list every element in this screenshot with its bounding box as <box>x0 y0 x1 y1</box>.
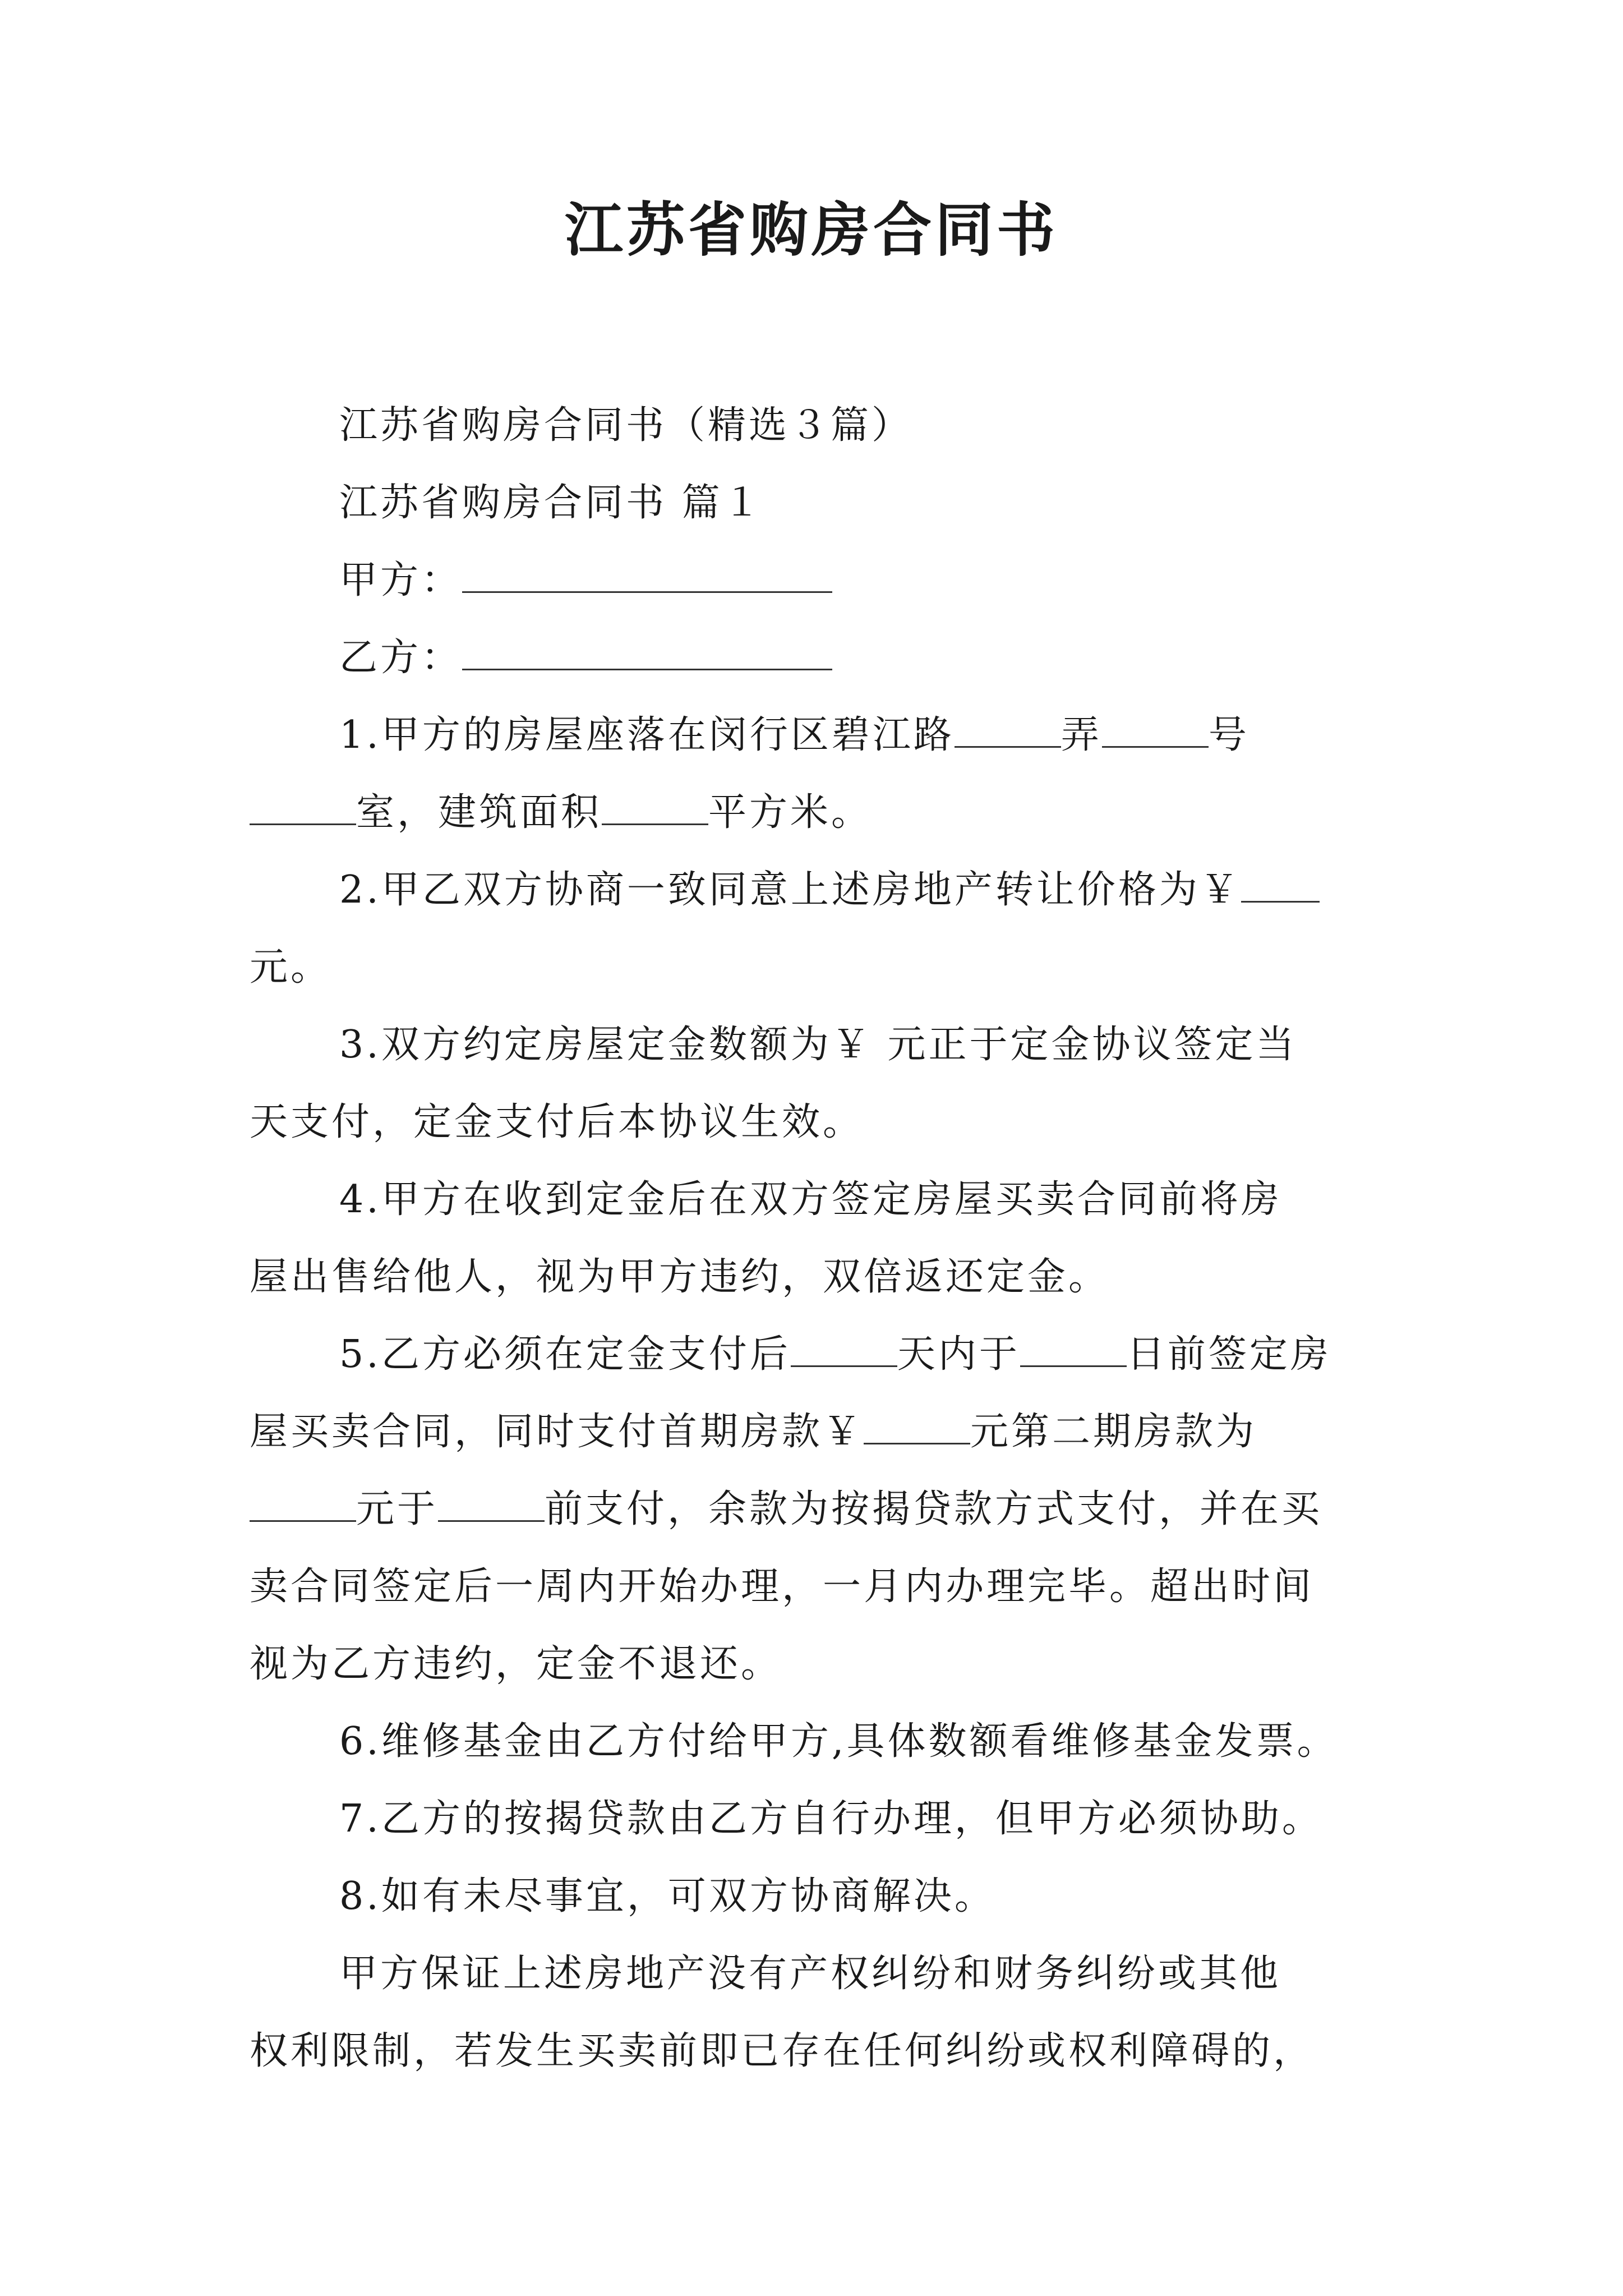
second-payment-date-blank <box>438 1490 545 1522</box>
clause-2-text-a: 2.甲乙双方协商一致同意上述房地产转让价格为￥ <box>339 868 1241 912</box>
clause-1-text-d: 室，建筑面积 <box>356 790 602 835</box>
clause-3-line-2 <box>250 1084 1388 1161</box>
number-blank <box>1102 716 1209 748</box>
clause-5-line-2 <box>250 1393 1388 1471</box>
guarantee-line-1 <box>250 1935 1388 2013</box>
clause-4-text-a: 4.甲方在收到定金后在双方签定房屋买卖合同前将房 <box>339 1177 1282 1222</box>
lane-blank <box>955 716 1061 748</box>
party-a-blank <box>462 561 832 593</box>
clause-6 <box>250 1703 1388 1780</box>
party-a-label: 甲方： <box>339 558 463 602</box>
area-blank <box>602 793 708 825</box>
guarantee-text-a: 甲方保证上述房地产没有产权纠纷和财务纠纷或其他 <box>339 1952 1281 1996</box>
party-b-blank <box>462 638 832 670</box>
subtitle <box>250 387 1388 464</box>
guarantee-line-2 <box>250 2013 1388 2090</box>
clause-3-text-b: 天支付，定金支付后本协议生效。 <box>250 1100 864 1144</box>
clause-2-line-2 <box>250 929 1388 1006</box>
clause-6-text: 6.维修基金由乙方付给甲方,具体数额看维修基金发票。 <box>339 1719 1338 1764</box>
part-heading <box>250 464 1388 542</box>
clause-5-text-g: 前支付，余款为按揭贷款方式支付，并在买 <box>545 1487 1323 1531</box>
first-payment-blank <box>864 1412 970 1444</box>
clause-4-line-2 <box>250 1239 1388 1316</box>
party-b-line <box>250 619 1388 697</box>
clause-8-text: 8.如有未尽事宜，可双方协商解决。 <box>339 1874 995 1918</box>
clause-1-line-1 <box>250 697 1388 774</box>
second-payment-blank <box>250 1490 356 1522</box>
clause-1-line-2 <box>250 774 1388 852</box>
clause-3-line-1 <box>250 1006 1388 1084</box>
clause-5-text-d: 屋买卖合同，同时支付首期房款￥ <box>250 1410 864 1454</box>
guarantee-text-b: 权利限制，若发生买卖前即已存在任何纠纷或权利障碍的， <box>250 2029 1315 2073</box>
room-blank <box>250 793 356 825</box>
clause-1-text-b: 弄 <box>1061 713 1102 757</box>
clause-2-line-1 <box>250 852 1388 929</box>
party-a-line <box>250 542 1388 619</box>
clause-5-text-h: 卖合同签定后一周内开始办理，一月内办理完毕。超出时间 <box>250 1565 1315 1609</box>
price-blank <box>1241 871 1320 903</box>
clause-2-text-b: 元。 <box>250 945 332 990</box>
clause-5-line-1 <box>250 1316 1388 1393</box>
clause-5-text-c: 日前签定房 <box>1126 1332 1331 1377</box>
clause-8 <box>250 1858 1388 1935</box>
document-body <box>250 387 1388 2090</box>
clause-5-text-e: 元第二期房款为 <box>970 1410 1257 1454</box>
document-title: 江苏省购房合同书 <box>564 195 1058 264</box>
clause-1-text-a: 1.甲方的房屋座落在闵行区碧江路 <box>339 713 955 757</box>
clause-1-text-c: 号 <box>1208 713 1249 757</box>
clause-5-line-5 <box>250 1626 1388 1703</box>
clause-5-text-i: 视为乙方违约，定金不退还。 <box>250 1642 782 1686</box>
clause-5-text-a: 5.乙方必须在定金支付后 <box>339 1332 791 1377</box>
clause-7-text: 7.乙方的按揭贷款由乙方自行办理，但甲方必须协助。 <box>339 1797 1323 1841</box>
party-b-label: 乙方： <box>339 636 463 680</box>
clause-5-line-3 <box>250 1471 1388 1548</box>
clause-4-text-b: 屋出售给他人，视为甲方违约，双倍返还定金。 <box>250 1255 1110 1299</box>
part-heading-text: 江苏省购房合同书 篇１ <box>339 481 764 525</box>
days-blank <box>791 1335 897 1367</box>
clause-7 <box>250 1780 1388 1858</box>
clause-3-text-a: 3.双方约定房屋定金数额为￥ 元正于定金协议签定当 <box>339 1023 1297 1067</box>
clause-4-line-1 <box>250 1161 1388 1239</box>
date-blank <box>1020 1335 1127 1367</box>
subtitle-text: 江苏省购房合同书（精选３篇） <box>339 403 913 448</box>
clause-1-text-e: 平方米。 <box>708 790 873 835</box>
clause-5-line-4 <box>250 1548 1388 1626</box>
clause-5-text-b: 天内于 <box>897 1332 1020 1377</box>
clause-5-text-f: 元于 <box>356 1487 439 1531</box>
